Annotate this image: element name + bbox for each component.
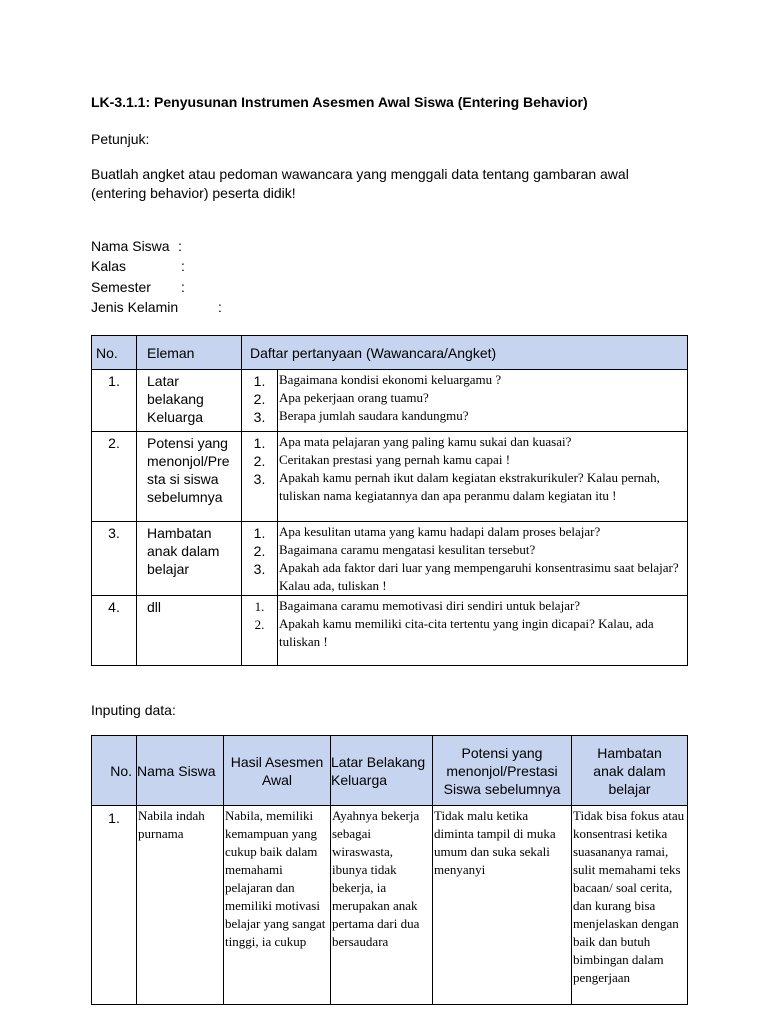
row-item-numbers bbox=[242, 432, 278, 522]
item-number: 2. bbox=[253, 453, 266, 469]
row-elemen: dll bbox=[137, 596, 242, 666]
table-row bbox=[92, 432, 688, 522]
question-text: Apakah kamu memiliki cita-cita tertentu yang ingin dicapai? Kalau, ada tuliskan ! bbox=[279, 616, 654, 649]
question-text: Ceritakan prestasi yang pernah kamu capai ! bbox=[279, 452, 511, 467]
input-header-row bbox=[92, 736, 688, 806]
row-item-numbers bbox=[242, 596, 278, 666]
questions-table bbox=[91, 335, 688, 666]
identity-label: Nama Siswa bbox=[91, 238, 170, 254]
header-latar-belakang: Latar Belakang Keluarga bbox=[331, 736, 433, 806]
identity-kalas bbox=[91, 256, 185, 276]
identity-nama-siswa bbox=[91, 236, 182, 256]
input-data-table bbox=[91, 735, 688, 1005]
header-potensi: Potensi yang menonjol/Prestasi Siswa sebelumnya bbox=[433, 736, 572, 806]
question-text: Apakah kamu pernah ikut dalam kegiatan ekstrakurikuler? Kalau pernah, tuliskan nama kegiatannya dan apa peranmu dalam kegiatan itu ! bbox=[279, 470, 660, 503]
instruction-text bbox=[91, 165, 691, 203]
item-number: 3. bbox=[253, 561, 266, 577]
question-text: Apakah ada faktor dari luar yang mempengaruhi konsentrasimu saat belajar? Kalau ada, tuliskan ! bbox=[279, 560, 679, 593]
cell-hambatan bbox=[572, 806, 688, 1005]
page-title: LK-3.1.1: Penyusunan Instrumen Asesmen Awal Siswa (Entering Behavior) bbox=[91, 94, 588, 110]
cell-hasil-text: Nabila, memiliki kemampuan yang cukup baik dalam memahami pelajaran dan memiliki motivasi belajar yang sangat tinggi, ia cukup bbox=[225, 808, 326, 949]
item-number: 1. bbox=[254, 599, 265, 614]
item-number: 2. bbox=[254, 617, 265, 632]
cell-hasil-asesmen bbox=[224, 806, 331, 1005]
header-hambatan: Hambatan anak dalam belajar bbox=[572, 736, 688, 806]
table-row bbox=[92, 596, 688, 666]
header-no: No. bbox=[92, 336, 137, 370]
row-no: 4. bbox=[92, 596, 137, 666]
row-no: 2. bbox=[92, 432, 137, 522]
identity-sep: : bbox=[181, 279, 185, 295]
instruction-line-2: (entering behavior) peserta didik! bbox=[91, 185, 296, 201]
header-no: No. bbox=[92, 736, 137, 806]
item-number: 2. bbox=[253, 391, 266, 407]
identity-label: Jenis Kelamin bbox=[91, 299, 179, 315]
header-daftar: Daftar pertanyaan (Wawancara/Angket) bbox=[242, 336, 688, 370]
row-elemen: Hambatan anak dalam belajar bbox=[137, 522, 242, 596]
table-row bbox=[92, 806, 688, 1005]
item-number: 1. bbox=[253, 435, 266, 451]
row-no: 3. bbox=[92, 522, 137, 596]
cell-latar-belakang: Ayahnya bekerja sebagai wiraswasta, ibunya tidak bekerja, ia merupakan anak pertama dari dua bersaudara bbox=[331, 806, 433, 1005]
question-text: Apa mata pelajaran yang paling kamu sukai dan kuasai? bbox=[279, 434, 572, 449]
table-row bbox=[92, 370, 688, 432]
question-text: Bagaimana caramu mengatasi kesulitan tersebut? bbox=[279, 542, 536, 557]
cell-potensi: Tidak malu ketika diminta tampil di muka umum dan suka sekali menyanyi bbox=[433, 806, 572, 1005]
identity-sep: : bbox=[181, 258, 185, 274]
item-number: 3. bbox=[253, 471, 266, 487]
item-number: 1. bbox=[253, 525, 266, 541]
identity-label: Kalas bbox=[91, 258, 127, 274]
question-text: Apa pekerjaan orang tuamu? bbox=[279, 390, 429, 405]
questions-header-row bbox=[92, 336, 688, 370]
row-questions bbox=[278, 370, 688, 432]
row-item-numbers bbox=[242, 522, 278, 596]
identity-jenis-kelamin bbox=[91, 297, 222, 317]
item-number: 1. bbox=[253, 373, 266, 389]
item-number: 2. bbox=[253, 543, 266, 559]
cell-nama-siswa: Nabila indah purnama bbox=[137, 806, 224, 1005]
identity-label: Semester bbox=[91, 279, 151, 295]
row-elemen: Latar belakang Keluarga bbox=[137, 370, 242, 432]
header-elemen: Eleman bbox=[137, 336, 242, 370]
cell-hambatan-text: Tidak bisa fokus atau konsentrasi ketika suasananya ramai, sulit memahami teks bacaan/ soal cerita, dan kurang bisa menjelaskan dengan baik dan butuh bimbingan dalam pengerjaan bbox=[573, 808, 685, 985]
question-text: Berapa jumlah saudara kandungmu? bbox=[279, 408, 469, 423]
instruction-line-1: Buatlah angket atau pedoman wawancara yang menggali data tentang gambaran awal bbox=[91, 166, 629, 182]
question-text: Bagaimana kondisi ekonomi keluargamu ? bbox=[279, 372, 502, 387]
row-questions bbox=[278, 432, 688, 522]
inputing-label: Inputing data: bbox=[91, 702, 176, 718]
row-item-numbers bbox=[242, 370, 278, 432]
row-questions bbox=[278, 522, 688, 596]
row-questions bbox=[278, 596, 688, 666]
row-elemen: Potensi yang menonjol/Pre sta si siswa sebelumnya bbox=[137, 432, 242, 522]
question-text: Bagaimana caramu memotivasi diri sendiri untuk belajar? bbox=[279, 598, 581, 613]
header-hasil-asesmen: Hasil Asesmen Awal bbox=[224, 736, 331, 806]
identity-sep: : bbox=[178, 238, 182, 254]
header-nama-siswa: Nama Siswa bbox=[137, 736, 224, 806]
row-no: 1. bbox=[92, 370, 137, 432]
table-row bbox=[92, 522, 688, 596]
question-text: Apa kesulitan utama yang kamu hadapi dalam proses belajar? bbox=[279, 524, 601, 539]
petunjuk-label: Petunjuk: bbox=[91, 131, 150, 147]
item-number: 3. bbox=[253, 409, 266, 425]
cell-no: 1. bbox=[92, 806, 137, 1005]
identity-sep: : bbox=[218, 299, 222, 315]
identity-semester bbox=[91, 277, 185, 297]
